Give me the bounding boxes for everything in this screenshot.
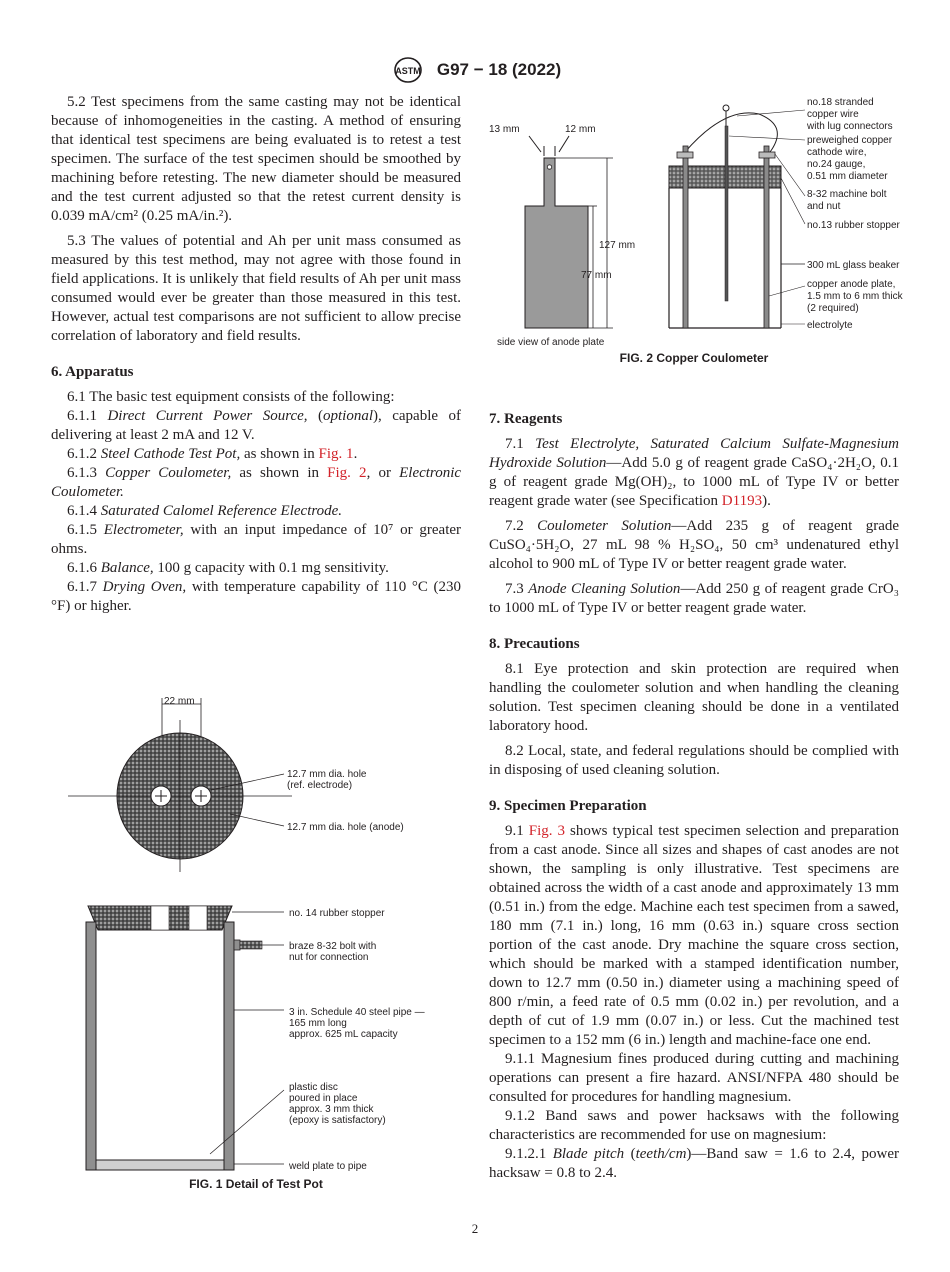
ref-hole-label-1: 12.7 mm dia. hole	[287, 769, 367, 780]
anode-label-1: copper anode plate,	[807, 279, 896, 290]
braze-label-1: braze 8-32 bolt with	[289, 941, 377, 952]
dim-12mm-label: 12 mm	[565, 124, 596, 135]
side-view-label: side view of anode plate	[497, 337, 605, 348]
paragraph-7-1: 7.1 Test Electrolyte, Saturated Calcium Sulfate-Magnesium Hydroxide Solution—Add 5.0 g of reagent grade CaSO₄·2H₂O, 0.1 g of reagent grade Mg(OH)₂, to 1000 mL of Type IV or better reagent grade water (see Specification D1193).	[489, 436, 900, 509]
paragraph-8-2: 8.2 Local, state, and federal regulations should be complied with in disposing of used cleaning solution.	[489, 743, 899, 778]
standard-designation: G97 − 18 (2022)	[436, 60, 562, 79]
wire-label-1: no.18 stranded	[807, 97, 874, 108]
paragraph-5-2: 5.2 Test specimens from the same casting may not be identical because of inhomogeneities in the casting. A method of ensuring that identical test specimens are being evaluated is to retest a test specimen. The surface of the test specimen should be smoothed by machining before retesting. The new diameter should be measured and the test current adjusted so that the retest current density is 0.039 mA/cm² (0.25 mA/in.²).	[51, 94, 461, 224]
paragraph-6-1: 6.1 The basic test equipment consists of the following:	[67, 389, 395, 405]
fig-3-link[interactable]: Fig. 3	[528, 823, 565, 839]
weld-label: weld plate to pipe	[289, 1161, 367, 1172]
cathode-label-3: no.24 gauge,	[807, 159, 866, 170]
anode-label-3: (2 required)	[807, 303, 859, 314]
anode-hole-label: 12.7 mm dia. hole (anode)	[287, 822, 404, 833]
anode-label-2: 1.5 mm to 6 mm thick	[807, 291, 903, 302]
ref-hole-label-2: (ref. electrode)	[287, 780, 353, 791]
paragraph-5-3: 5.3 The values of potential and Ah per unit mass consumed as measured by this test method, may not agree with those found in field applications. It is unlikely that field results of Ah per unit mass consumed would ever be greater than those measured in this test. However, actual test comparisons are not sufficient to allow precise correlation of laboratory and field results.	[51, 233, 461, 344]
dim-22mm-label: 22 mm	[164, 696, 195, 707]
section-8-heading: 8. Precautions	[489, 636, 580, 652]
paragraph-9-1-2-1: 9.1.2.1 Blade pitch (teeth/cm)—Band saw = 1.6 to 2.4, power hacksaw = 0.8 to 2.4.	[489, 1146, 899, 1181]
dim-77mm-label: 77 mm	[581, 270, 612, 281]
beaker-label: 300 mL glass beaker	[807, 260, 900, 271]
electrolyte-label: electrolyte	[807, 320, 853, 331]
braze-label-2: nut for connection	[289, 952, 369, 963]
figure-2-caption: FIG. 2 Copper Coulometer	[619, 351, 769, 365]
paragraph-9-1: 9.1 Fig. 3 shows typical test specimen selection and preparation from a cast anode. Since all sizes and shapes of cast anodes are not shown, the sampling is only illustrative. Test specimens are obtained across the width of a cast anode and approximately 13 mm (0.51 in.) from the edge. Machine each test specimen from a sawed, 180 mm (7.1 in.) long, 16 mm (0.63 in.) square cross section portion of the cast anode. Dry machine the square cross section, which should be marked with a stamped identification number, down to 12.7 mm (0.50 in.) diameter using a machining speed of 800 r/min, a feed rate of 0.5 mm (0.02 in.) per revolution, and a depth of cut of 1.9 mm (0.07 in.) or less. Cut the machined test specimen to a 152 mm (6 in.) length and machine-face one end.	[489, 823, 900, 1048]
section-7-heading: 7. Reagents	[489, 411, 563, 427]
figure-1-caption: FIG. 1 Detail of Test Pot	[189, 1177, 323, 1191]
wire-label-3: with lug connectors	[807, 121, 893, 132]
figure-1-diagram	[60, 690, 460, 1180]
item-6-1-7: 6.1.7 Drying Oven, with temperature capability of 110 °C (230 °F) or higher.	[51, 579, 461, 614]
item-6-1-3: 6.1.3 Copper Coulometer, as shown in Fig. 2, or Electronic Coulometer.	[51, 465, 462, 500]
dim-13mm-label: 13 mm	[489, 124, 520, 135]
page-header	[0, 56, 950, 84]
stopper-top-view	[68, 698, 292, 872]
disc-label-3: approx. 3 mm thick	[289, 1104, 374, 1115]
right-column	[489, 410, 899, 1183]
stopper-label: no.13 rubber stopper	[807, 220, 900, 231]
paragraph-9-1-1: 9.1.1 Magnesium fines produced during cutting and machining operations can present a fire hazard. ANSI/NFPA 480 should be consulted for procedures for handling magnesium.	[489, 1051, 899, 1105]
svg-text:ASTM: ASTM	[395, 66, 421, 76]
fig-2-link[interactable]: Fig. 2	[327, 465, 367, 481]
dim-127mm-label: 127 mm	[599, 240, 636, 251]
pipe-label-2: 165 mm long	[289, 1018, 347, 1029]
page-number: 2	[471, 1221, 479, 1236]
fig-1-link[interactable]: Fig. 1	[318, 446, 354, 462]
stopper-14-label: no. 14 rubber stopper	[289, 908, 385, 919]
pipe-label-1: 3 in. Schedule 40 steel pipe —	[289, 1007, 425, 1018]
paragraph-7-3: 7.3 Anode Cleaning Solution—Add 250 g of reagent grade CrO₃ to 1000 mL of Type IV or better reagent grade water.	[489, 581, 899, 616]
item-6-1-1: 6.1.1 Direct Current Power Source, (optional), capable of delivering at least 2 mA and 12 V.	[51, 408, 461, 443]
disc-label-1: plastic disc	[289, 1082, 338, 1093]
cathode-label-2: cathode wire,	[807, 147, 867, 158]
section-9-heading: 9. Specimen Preparation	[489, 798, 647, 814]
bolt-label-2: and nut	[807, 201, 841, 212]
item-6-1-2: 6.1.2 Steel Cathode Test Pot, as shown in Fig. 1.	[67, 446, 358, 462]
paragraph-7-2: 7.2 Coulometer Solution—Add 235 g of reagent grade CuSO₄·5H₂O, 27 mL 98 % H₂SO₄, 50 cm³ undenatured ethyl alcohol to 900 mL of Type IV or better reagent grade water.	[489, 518, 900, 572]
disc-label-2: poured in place	[289, 1093, 358, 1104]
cathode-label-1: preweighed copper	[807, 135, 893, 146]
item-6-1-5: 6.1.5 Electrometer, with an input impedance of 10⁷ or greater ohms.	[51, 522, 462, 557]
paragraph-9-1-2: 9.1.2 Band saws and power hacksaws with the following characteristics are recommended for use on magnesium:	[489, 1108, 899, 1143]
anode-plate-side-view	[525, 136, 613, 328]
section-6-heading: 6. Apparatus	[51, 364, 134, 380]
cathode-label-4: 0.51 mm diameter	[807, 171, 888, 182]
coulometer-assembly	[669, 105, 805, 328]
pipe-label-3: approx. 625 mL capacity	[289, 1029, 398, 1040]
disc-label-4: (epoxy is satisfactory)	[289, 1115, 386, 1126]
figure-2-diagram	[489, 96, 909, 352]
left-column	[51, 93, 461, 616]
d1193-link[interactable]: D1193	[721, 493, 763, 509]
paragraph-8-1: 8.1 Eye protection and skin protection are required when handling the coulometer solution and when handling the cleaning solution. Test specimen cleaning should be done in a ventilated laboratory hood.	[489, 661, 899, 734]
test-pot-side-view	[86, 906, 262, 1170]
astm-logo-icon	[389, 56, 427, 84]
item-6-1-6: 6.1.6 Balance, 100 g capacity with 0.1 mg sensitivity.	[67, 560, 389, 576]
wire-label-2: copper wire	[807, 109, 859, 120]
item-6-1-4: 6.1.4 Saturated Calomel Reference Electrode.	[67, 503, 343, 519]
bolt-label-1: 8-32 machine bolt	[807, 189, 887, 200]
